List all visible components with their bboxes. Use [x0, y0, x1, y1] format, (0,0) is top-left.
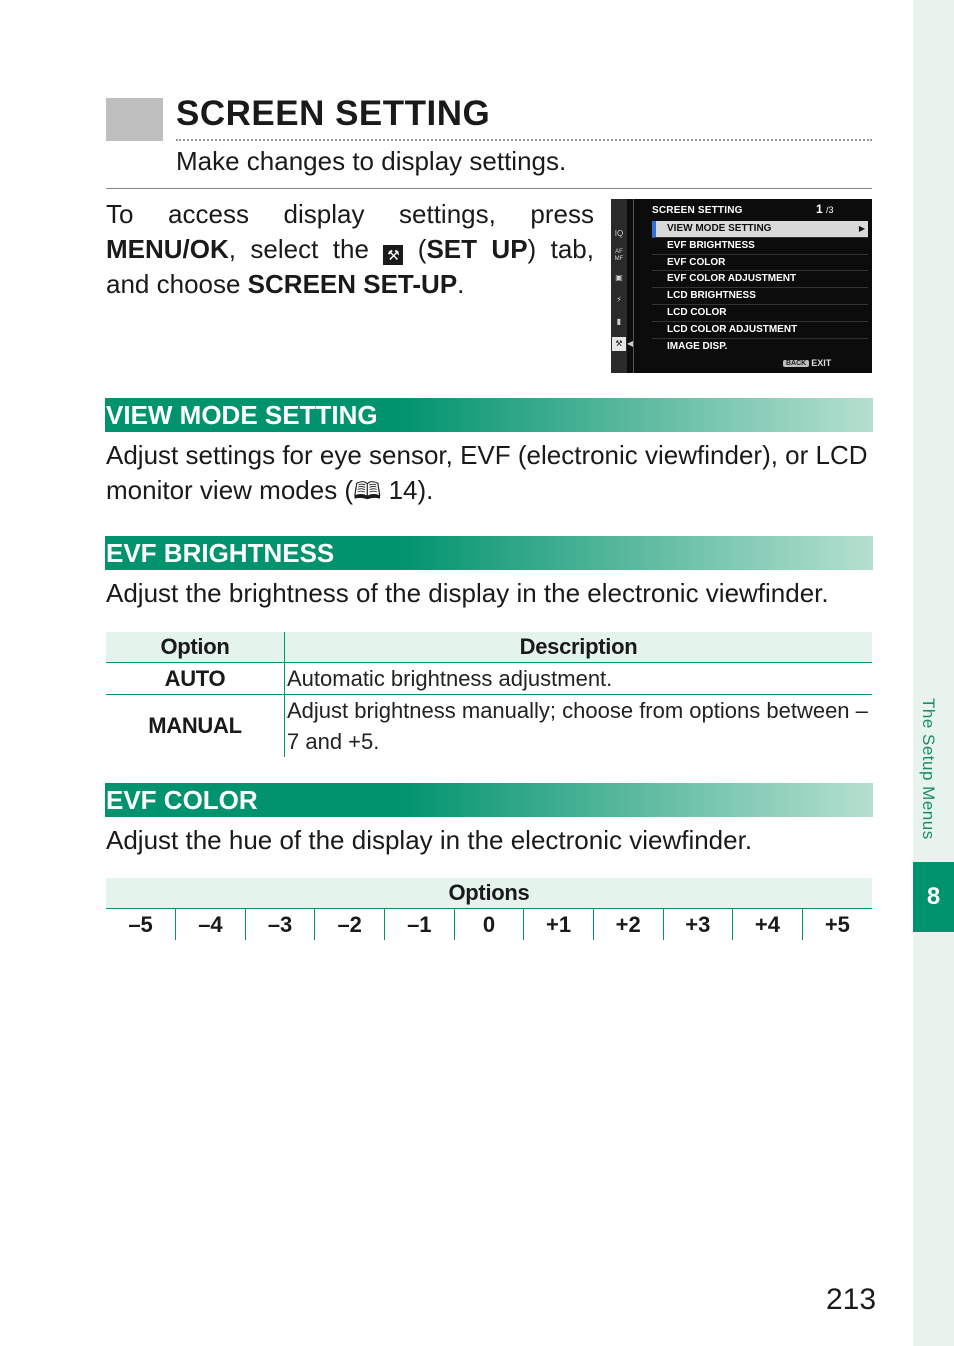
option-description: Automatic brightness adjustment. [285, 663, 873, 695]
camera-menu-tabs [611, 199, 627, 373]
options-header: Options [106, 878, 872, 909]
setup-tab-name: SET UP [426, 234, 528, 264]
option-value: +2 [593, 909, 663, 941]
menu-ok-button-label: MENU/OK [106, 234, 229, 264]
evf-brightness-options-table [106, 632, 872, 757]
flash-icon: ⚡ [616, 295, 622, 304]
camera-menu-page-indicator [816, 202, 834, 216]
camera-menu-separator [633, 199, 634, 373]
access-text-4: ) tab, and choose [106, 234, 594, 299]
evf-brightness-description: Adjust the brightness of the display in the electronic viewfinder. [106, 578, 829, 608]
access-text-5: . [457, 269, 465, 299]
camera-menu-list [652, 221, 868, 355]
exit-label: EXIT [811, 358, 832, 368]
camera-menu-item: EVF COLOR ADJUSTMENT [652, 271, 868, 288]
section-heading-evf-color: EVF COLOR [105, 783, 873, 817]
camera-menu-item: LCD COLOR [652, 305, 868, 322]
option-value: –5 [106, 909, 176, 941]
option-name: AUTO [106, 663, 285, 695]
title-divider [176, 139, 872, 141]
section-divider [106, 188, 872, 189]
column-header-description: Description [285, 632, 873, 663]
chapter-label: The Setup Menus [919, 698, 938, 840]
image-quality-tab-icon: IQ [614, 229, 624, 238]
camera-menu-item: IMAGE DISP. [667, 340, 728, 352]
chapter-tab[interactable]: 8 [913, 862, 954, 932]
book-icon: 🕮 [353, 478, 382, 505]
option-description: Adjust brightness manually; choose from options between –7 and +5. [287, 698, 868, 754]
option-value: +5 [824, 911, 850, 937]
option-value: –2 [315, 909, 385, 941]
wrench-icon: ⚒ [383, 245, 403, 265]
camera-menu-item: EVF COLOR [652, 255, 868, 272]
evf-color-description: Adjust the hue of the display in the electronic viewfinder. [106, 825, 753, 855]
page-number: 213 [826, 1283, 877, 1316]
camera-menu-title: SCREEN SETTING [652, 205, 743, 216]
option-value: +4 [733, 909, 803, 941]
option-value: +3 [663, 909, 733, 941]
camera-menu-item: LCD BRIGHTNESS [652, 288, 868, 305]
camera-menu-item: EVF BRIGHTNESS [652, 238, 868, 255]
options-row [106, 909, 872, 941]
camera-page-current: 1 [816, 202, 823, 216]
page-title: SCREEN SETTING [176, 94, 491, 133]
access-text-3: ( [403, 234, 427, 264]
page-reference[interactable]: 14). [381, 475, 434, 505]
section-heading-view-mode: VIEW MODE SETTING [105, 398, 873, 432]
title-marker [106, 98, 163, 141]
access-text-2: , select the [228, 234, 384, 264]
option-name: MANUAL [106, 695, 285, 758]
left-arrow-icon: ◀ [627, 339, 634, 348]
table-row [106, 695, 872, 758]
af-mf-tab-icon: AF MF [614, 249, 624, 262]
camera-menu-screenshot [611, 199, 872, 373]
camera-icon: ▣ [615, 273, 623, 282]
camera-page-total: /3 [826, 205, 834, 215]
evf-color-options-table [106, 878, 872, 940]
access-instructions [106, 197, 594, 302]
column-header-option: Option [106, 632, 285, 663]
movie-icon: ▮ [616, 317, 622, 326]
camera-menu-footer [783, 358, 831, 368]
camera-menu-item: LCD COLOR ADJUSTMENT [652, 322, 868, 339]
option-value: –3 [245, 909, 315, 941]
access-text-1: To access display settings, press [106, 199, 594, 229]
screen-setup-menu-item: SCREEN SET-UP [247, 269, 458, 299]
option-value: +1 [524, 909, 594, 941]
section-heading-evf-brightness: EVF BRIGHTNESS [105, 536, 873, 570]
intro-text: Make changes to display settings. [176, 146, 567, 176]
side-strip [913, 0, 954, 1346]
wrench-icon: ⚒ [612, 337, 626, 351]
back-button-icon: BACK [783, 360, 809, 367]
view-mode-text: Adjust settings for eye sensor, EVF (electronic viewfinder), or LCD monitor view modes ( [106, 440, 868, 505]
camera-menu-item: VIEW MODE SETTING ▶ [652, 221, 868, 238]
table-row [106, 663, 872, 695]
option-value: 0 [454, 909, 524, 941]
view-mode-description [106, 438, 876, 509]
option-value: –1 [385, 909, 455, 941]
option-value: –4 [176, 909, 246, 941]
